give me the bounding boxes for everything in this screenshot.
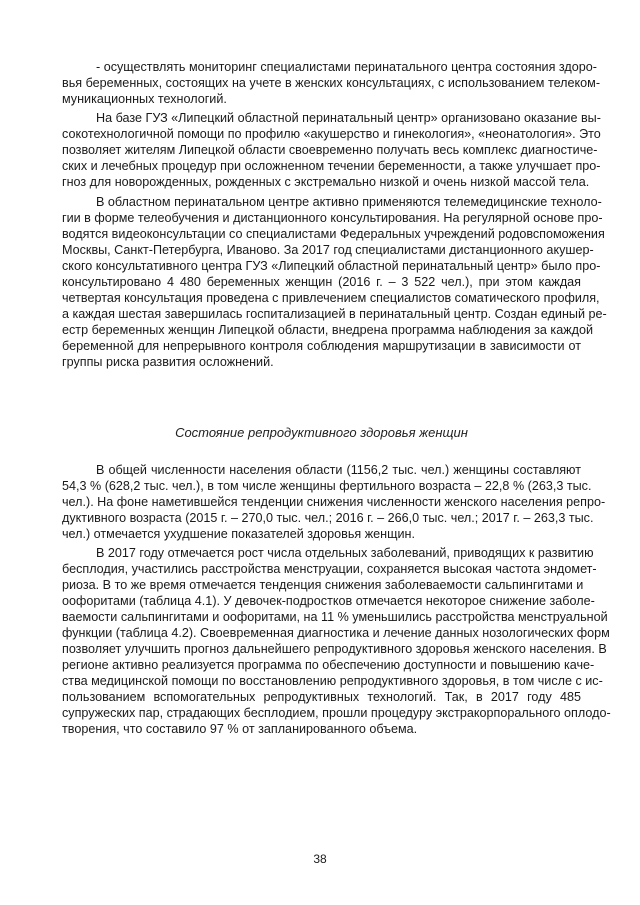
text-line: естр беременных женщин Липецкой области, внедрена программа наблюдения за каждой <box>62 323 594 337</box>
text-line: В областном перинатальном центре активно применяются телемедицинские техноло- <box>96 195 602 209</box>
text-line: На базе ГУЗ «Липецкий областной перинатальный центр» организовано оказание вы- <box>96 111 601 125</box>
text-line: ского консультативного центра ГУЗ «Липецкий областной перинатальный центр» было про- <box>62 259 601 273</box>
text-line: В 2017 году отмечается рост числа отдельных заболеваний, приводящих к развитию <box>96 546 594 560</box>
text-line: 54,3 % (628,2 тыс. чел.), в том числе женщины фертильного возраста – 22,8 % (263,3 тыс. <box>62 479 592 493</box>
text-line: позволяет жителям Липецкой области своевременно получать весь комплекс диагностиче- <box>62 143 598 157</box>
text-line: функции (таблица 4.2). Своевременная диагностика и лечение данных нозологических форм <box>62 626 610 640</box>
text-line: позволяет улучшить прогноз дальнейшего репродуктивного здоровья женского населения. В <box>62 642 607 656</box>
text-line: бесплодия, участились расстройства менструации, сохраняется высокая частота эндомет- <box>62 562 597 576</box>
text-line: четвертая консультация проведена с привлечением специалистов соматического профиля, <box>62 291 600 305</box>
page-number: 38 <box>313 852 327 866</box>
text-line: творения, что составило 97 % от запланированного объема. <box>62 722 418 736</box>
text-line: риоза. В то же время отмечается тенденция снижения заболеваемости сальпингитами и <box>62 578 584 592</box>
section-heading: Состояние репродуктивного здоровья женщин <box>175 425 468 440</box>
text-line: Москвы, Санкт-Петербурга, Иваново. За 2017 год специалистами дистанционного акушер- <box>62 243 594 257</box>
text-line: дуктивного возраста (2015 г. – 270,0 тыс. чел.; 2016 г. – 266,0 тыс. чел.; 2017 г. – 263,3 тыс. <box>62 511 594 525</box>
text-line: беременной для непрерывного контроля соблюдения маршрутизации в зависимости от <box>62 339 581 353</box>
text-line: гии в форме телеобучения и дистанционного консультирования. На регулярной основе про- <box>62 211 603 225</box>
text-line: чел.) отмечается ухудшение показателей здоровья женщин. <box>62 527 415 541</box>
text-line: оофоритами (таблица 4.1). У девочек-подростков отмечается некоторое снижение заболе- <box>62 594 595 608</box>
text-line: сокотехнологичной помощи по профилю «акушерство и гинекология», «неонатология». Это <box>62 127 601 141</box>
text-line: - осуществлять мониторинг специалистами перинатального центра состояния здоро- <box>96 60 597 74</box>
text-line: водятся видеоконсультации со специалистами Федеральных учреждений родовспоможения <box>62 227 605 241</box>
text-line: ства медицинской помощи по восстановлению репродуктивного здоровья, в том числе с ис- <box>62 674 603 688</box>
text-line: ваемости сальпингитами и оофоритами, на 11 % уменьшились расстройства менструальной <box>62 610 608 624</box>
text-line: супружеских пар, страдающих бесплодием, прошли процедуру экстракорпорального оплодо- <box>62 706 611 720</box>
text-line: регионе активно реализуется программа по обеспечению доступности и повышению каче- <box>62 658 595 672</box>
text-line: В общей численности населения области (1156,2 тыс. чел.) женщины составляют <box>96 463 581 477</box>
text-line: пользованием вспомогательных репродуктивных технологий. Так, в 2017 году 485 <box>62 690 581 704</box>
text-line: ских и лечебных процедур при осложненном течении беременности, а также улучшает про- <box>62 159 601 173</box>
text-line: вья беременных, состоящих на учете в женских консультациях, с использованием телеком- <box>62 76 601 90</box>
text-line: гноз для новорожденных, рожденных с экстремально низкой и очень низкой массой тела. <box>62 175 590 189</box>
text-line: консультировано 4 480 беременных женщин (2016 г. – 3 522 чел.), при этом каждая <box>62 275 581 289</box>
text-line: группы риска развития осложнений. <box>62 355 274 369</box>
text-line: чел.). На фоне наметившейся тенденции снижения численности женского населения репро- <box>62 495 606 509</box>
text-line: а каждая шестая завершилась госпитализацией в перинатальный центр. Создан единый ре- <box>62 307 607 321</box>
text-line: муникационных технологий. <box>62 92 227 106</box>
